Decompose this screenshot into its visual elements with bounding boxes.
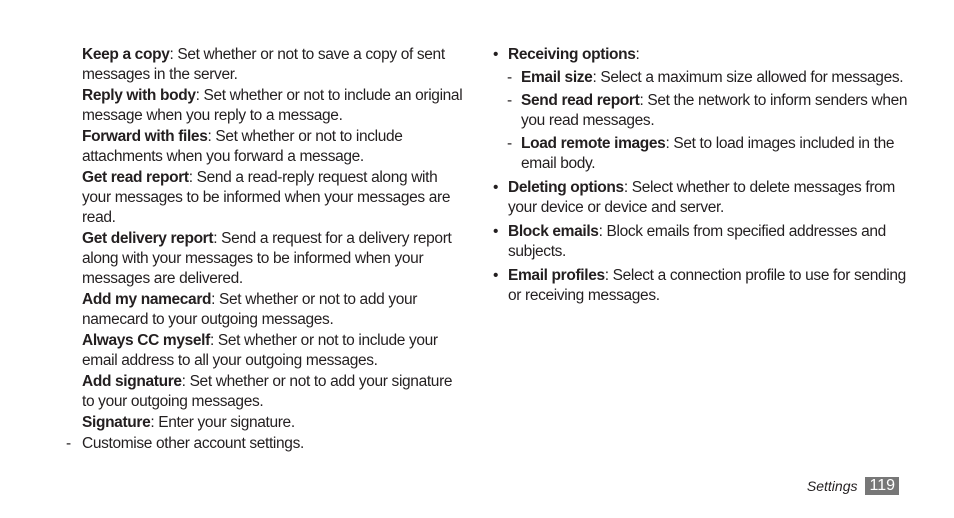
dash-marker: -: [507, 135, 512, 152]
description: : Set whether or not to include an original message when you reply to a message.: [82, 87, 463, 124]
term: Forward with files: [82, 128, 208, 145]
bullet-marker: •: [493, 267, 499, 284]
bullet-receiving-options: [493, 45, 908, 174]
description: : Select a connection profile to use for sending or receiving messages.: [508, 267, 906, 304]
dash-marker: -: [507, 69, 512, 86]
description: : Set whether or not to include your email address to all your outgoing messages.: [82, 332, 438, 369]
setting-get-read-report: [82, 168, 467, 228]
page-number: 119: [865, 477, 899, 495]
bullet-block-emails: [493, 222, 908, 262]
left-column: [66, 45, 467, 455]
description: : Send a request for a delivery report along with your messages to be informed when your messages are delivered.: [82, 230, 452, 287]
bullet-deleting-options: [493, 178, 908, 218]
description: : Send a read-reply request along with your messages to be informed when your messages are read.: [82, 169, 451, 226]
term: Block emails: [508, 223, 599, 240]
term: Send read report: [521, 92, 640, 109]
term: Get read report: [82, 169, 189, 186]
setting-get-delivery-report: [82, 229, 467, 289]
bullet-email-profiles: [493, 266, 908, 306]
term: Deleting options: [508, 179, 624, 196]
customise-account-settings-item: [66, 434, 467, 454]
term: Signature: [82, 414, 151, 431]
term: Keep a copy: [82, 46, 170, 63]
description: :: [635, 46, 640, 63]
description: : Select whether to delete messages from your device or device and server.: [508, 179, 895, 216]
term: Add signature: [82, 373, 182, 390]
description: : Set to load images included in the email body.: [521, 135, 895, 172]
dash-marker: -: [66, 435, 71, 452]
term: Always CC myself: [82, 332, 210, 349]
right-column: [493, 45, 908, 310]
description: : Set whether or not to add your namecard to your outgoing messages.: [82, 291, 418, 328]
term: Email size: [521, 69, 593, 86]
term: Get delivery report: [82, 230, 214, 247]
setting-forward-with-files: [82, 127, 467, 167]
bullet-marker: •: [493, 223, 499, 240]
description: : Set whether or not to save a copy of sent messages in the server.: [82, 46, 445, 83]
description: : Set the network to inform senders when you read messages.: [521, 92, 908, 129]
description: : Set whether or not to include attachments when you forward a message.: [82, 128, 403, 165]
setting-add-signature: [82, 372, 467, 412]
section-label: Settings: [806, 478, 858, 494]
subitem-load-remote-images: [507, 134, 908, 174]
description: : Select a maximum size allowed for messages.: [592, 69, 904, 86]
term: Email profiles: [508, 267, 605, 284]
term: Reply with body: [82, 87, 196, 104]
term: Load remote images: [521, 135, 666, 152]
setting-signature: [82, 413, 467, 433]
term: Receiving options: [508, 46, 636, 63]
term: Add my namecard: [82, 291, 212, 308]
page-footer: [807, 476, 899, 496]
subitem-email-size: [507, 68, 908, 88]
bullet-marker: •: [493, 46, 499, 63]
bullet-marker: •: [493, 179, 499, 196]
description: : Set whether or not to add your signature to your outgoing messages.: [82, 373, 453, 410]
setting-keep-a-copy: [82, 45, 467, 85]
description: : Enter your signature.: [150, 414, 295, 431]
setting-add-my-namecard: [82, 290, 467, 330]
description: : Block emails from specified addresses and subjects.: [508, 223, 886, 260]
description: Customise other account settings.: [82, 435, 304, 452]
subitem-send-read-report: [507, 91, 908, 131]
setting-always-cc-myself: [82, 331, 467, 371]
dash-marker: -: [507, 92, 512, 109]
receiving-options-sublist: [507, 68, 908, 174]
setting-reply-with-body: [82, 86, 467, 126]
